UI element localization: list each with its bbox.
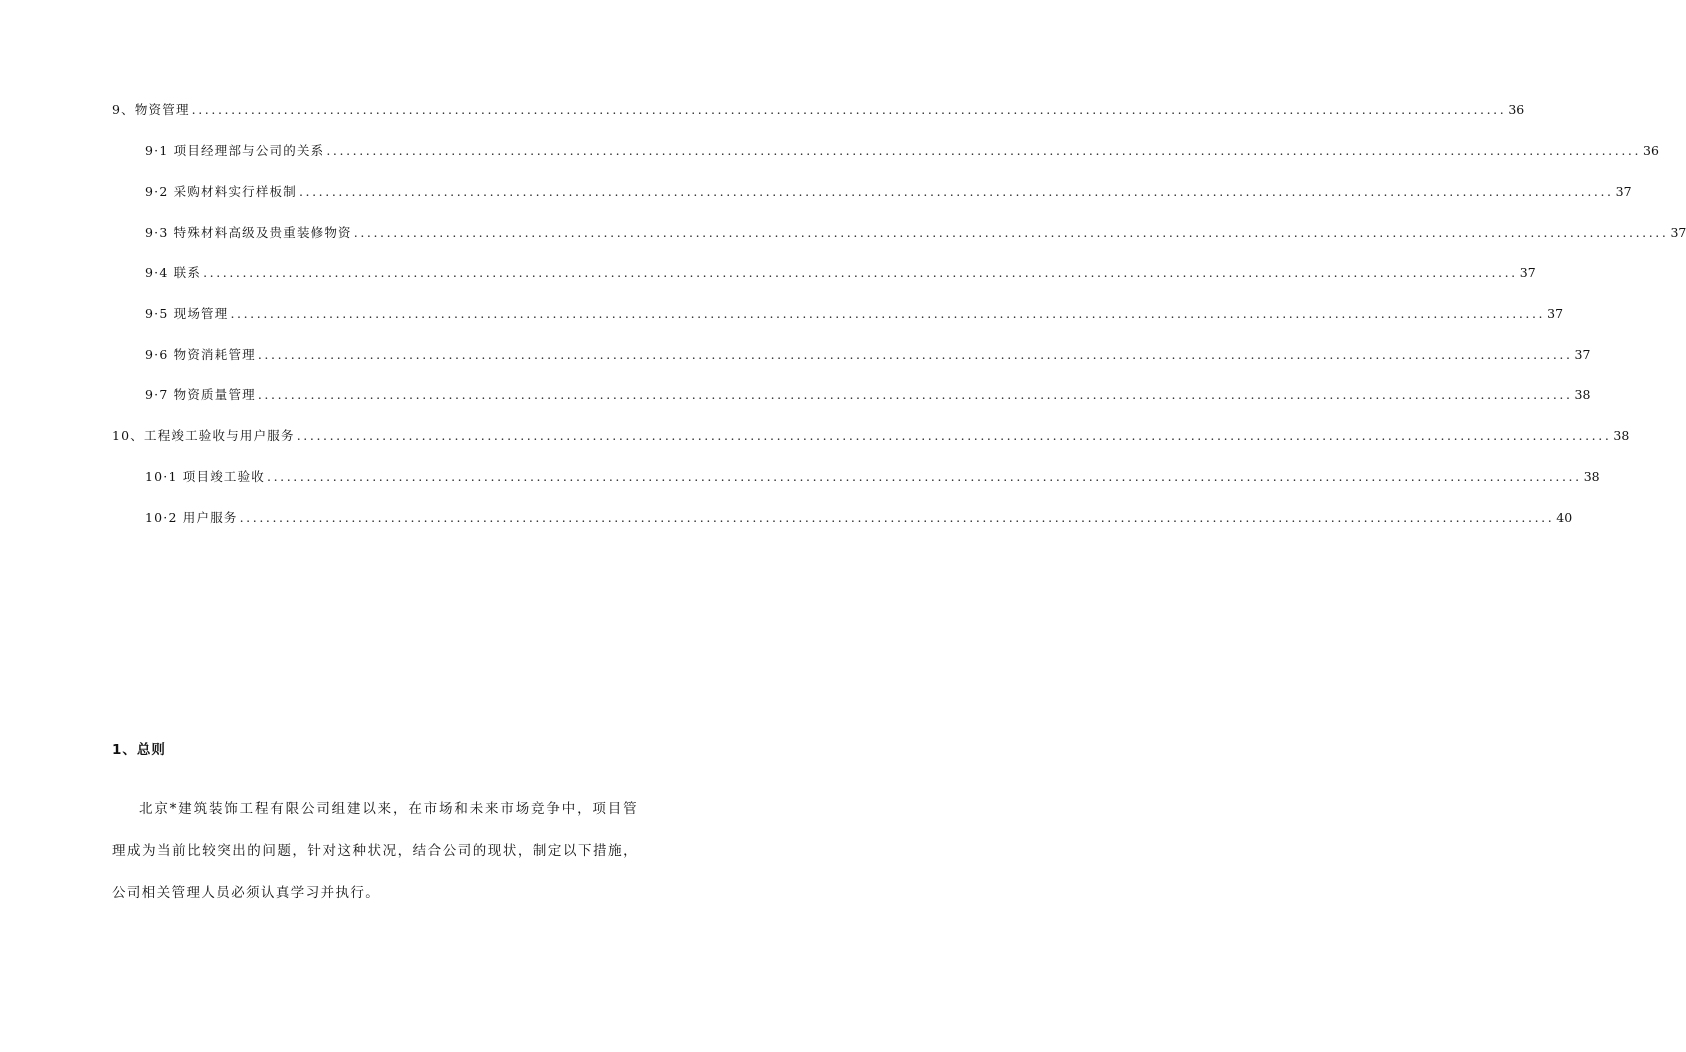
toc-entry-label: 10·1 项目竣工验收 [145,469,266,484]
toc-page-number: 37 [1519,265,1536,280]
toc-entry[interactable] [145,306,1564,322]
toc-page-number: 37 [1670,225,1686,240]
toc-dot-leader: ........................................................................................................................................................................................................ [203,265,1518,280]
toc-entry-label: 10、工程竣工验收与用户服务 [112,428,295,443]
toc-entry-label: 9·1 项目经理部与公司的关系 [145,143,325,158]
toc-entry[interactable] [145,225,1686,241]
toc-entry[interactable] [145,469,1600,485]
toc-page-number: 36 [1643,143,1659,158]
toc-dot-leader: ........................................................................................................................................................................................................ [257,387,1573,402]
toc-entry-label: 9·5 现场管理 [145,306,229,321]
section-heading: 1、总则 [112,742,166,758]
body-paragraph: 北京*建筑装饰工程有限公司组建以来，在市场和未来市场竞争中，项目管理成为当前比较突出的问题，针对这种状况，结合公司的现状，制定以下措施，公司相关管理人员必须认真学习并执行。 [112,801,638,901]
toc-dot-leader: ........................................................................................................................................................................................................ [267,469,1582,484]
toc-entry[interactable] [145,184,1632,200]
toc-dot-leader: ........................................................................................................................................................................................................ [257,347,1573,362]
toc-entry-label: 9·4 联系 [145,265,202,280]
toc-entry-label: 9、物资管理 [112,102,190,117]
toc-dot-leader: ........................................................................................................................................................................................................ [230,306,1546,321]
toc-entry[interactable] [112,428,1630,444]
toc-dot-leader: ........................................................................................................................................................................................................ [191,102,1507,117]
toc-dot-leader: ........................................................................................................................................................................................................ [298,184,1614,199]
toc-entry-label: 9·6 物资消耗管理 [145,347,256,362]
toc-page-number: 36 [1508,102,1525,117]
toc-page-number: 37 [1547,306,1564,321]
toc-page-number: 37 [1615,184,1632,199]
toc-entry-label: 9·2 采购材料实行样板制 [145,184,297,199]
toc-dot-leader: ........................................................................................................................................................................................................ [296,428,1612,443]
toc-page-number: 38 [1583,469,1600,484]
toc-entry-label: 10·2 用户服务 [145,510,238,525]
toc-page-number: 37 [1574,347,1591,362]
toc-page-number: 38 [1613,428,1630,443]
toc-entry-label: 9·3 特殊材料高级及贵重装修物资 [145,225,352,240]
toc-dot-leader: ........................................................................................................................................................................................................ [353,225,1669,240]
toc-entry[interactable] [145,143,1659,159]
toc-entry[interactable] [145,387,1591,403]
toc-page-number: 38 [1574,387,1591,402]
toc-entry[interactable] [145,510,1573,526]
toc-dot-leader: ........................................................................................................................................................................................................ [239,510,1555,525]
toc-dot-leader: ........................................................................................................................................................................................................ [326,143,1642,158]
toc-page-number: 40 [1556,510,1573,525]
toc-entry-label: 9·7 物资质量管理 [145,387,256,402]
toc-entry[interactable] [145,347,1591,363]
toc-entry[interactable] [145,265,1536,281]
toc-entry[interactable] [112,102,1525,118]
